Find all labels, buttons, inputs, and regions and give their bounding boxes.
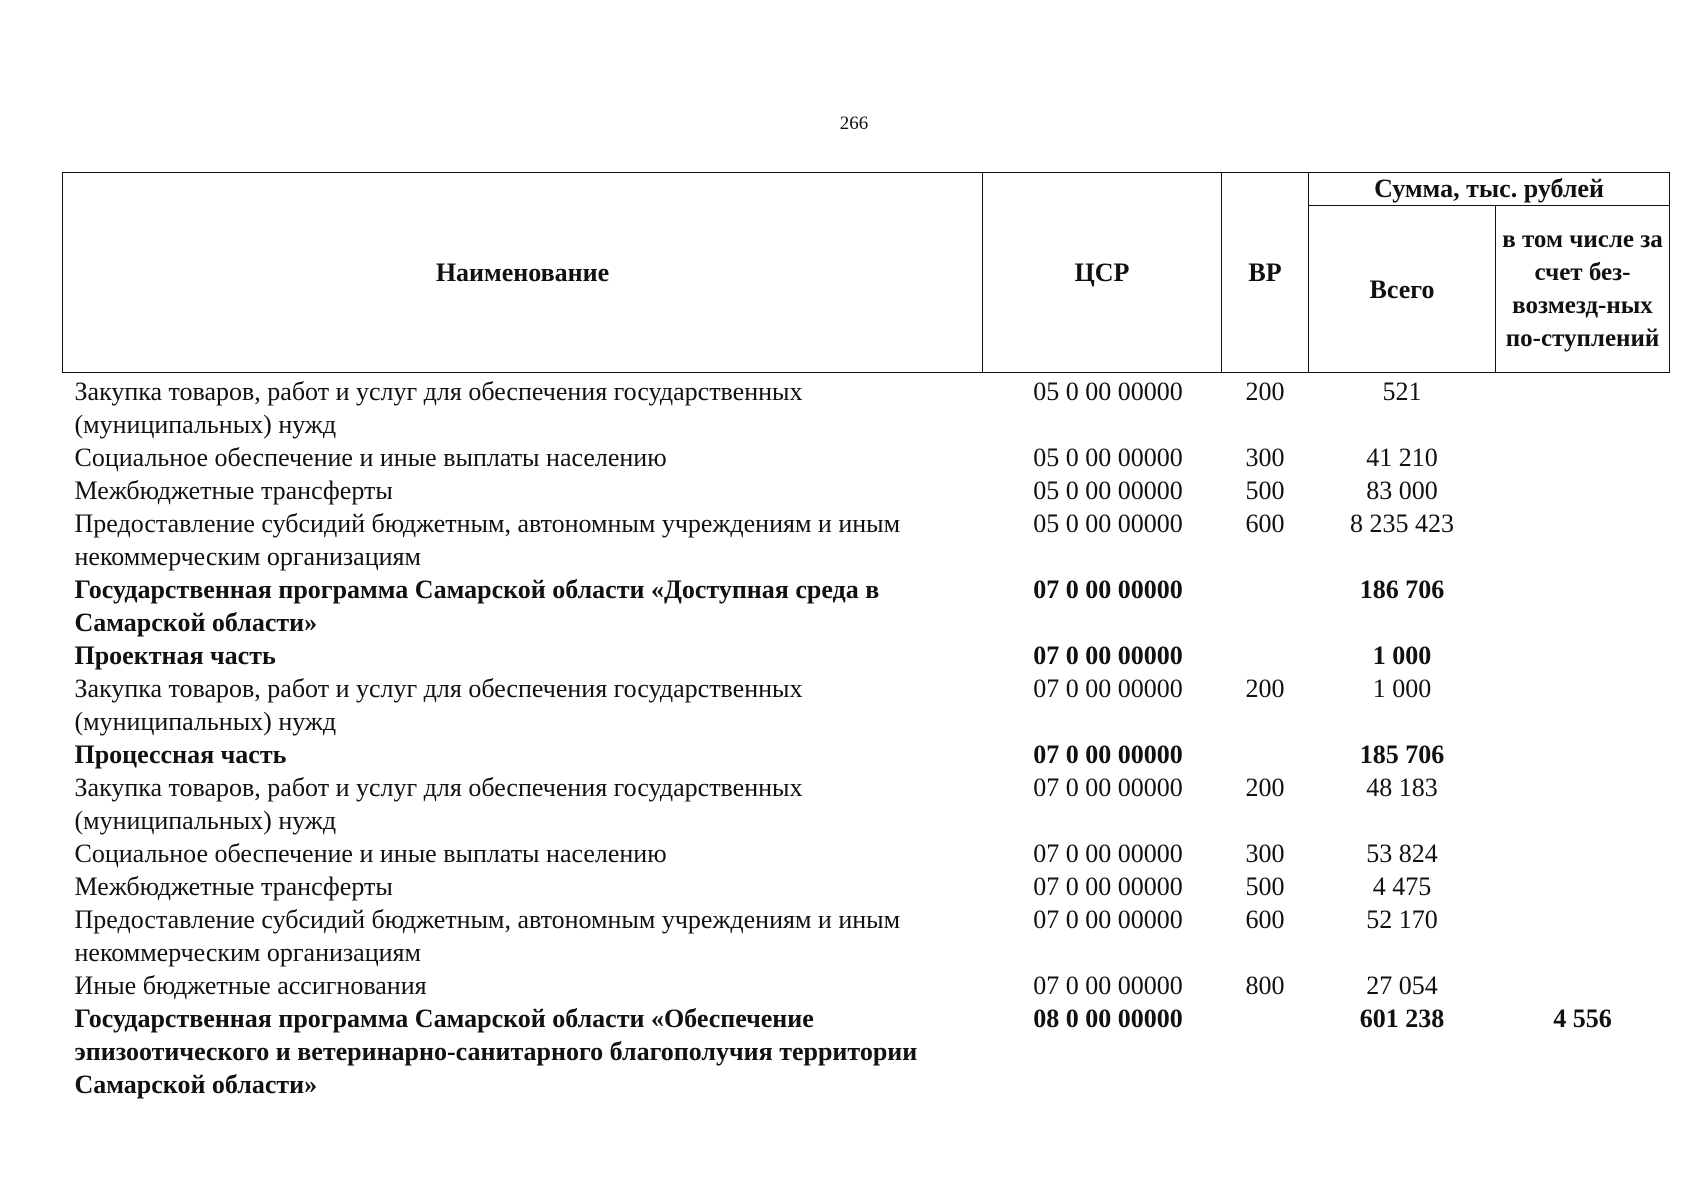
table-row — [63, 903, 1670, 969]
row-name: Межбюджетные трансферты — [74, 872, 393, 901]
table-row — [63, 441, 1670, 474]
header-vr: ВР — [1222, 173, 1309, 373]
row-name: Государственная программа Самарской области «Обеспечение эпизоотического и ветеринарно-санитарного благополучия территории Самарской области» — [74, 1004, 918, 1099]
row-total: 53 824 — [1366, 839, 1438, 868]
row-csr: 05 0 00 00000 — [1033, 509, 1183, 538]
row-csr: 07 0 00 00000 — [1033, 674, 1183, 703]
row-name: Государственная программа Самарской области «Доступная среда в Самарской области» — [74, 575, 880, 637]
row-total: 48 183 — [1366, 773, 1438, 802]
row-including — [1496, 474, 1670, 507]
table-row — [63, 969, 1670, 1002]
row-vr: 300 — [1245, 443, 1285, 472]
header-including: в том числе за счет без-возмезд-ных по-ступлений — [1496, 206, 1670, 373]
row-vr — [1222, 738, 1309, 771]
table-row — [63, 738, 1670, 771]
row-total: 41 210 — [1366, 443, 1438, 472]
row-vr: 300 — [1245, 839, 1285, 868]
row-name: Проектная часть — [74, 641, 276, 670]
header-total: Всего — [1309, 206, 1496, 373]
row-name: Предоставление субсидий бюджетным, автономным учреждениям и иным некоммерческим организациям — [74, 509, 901, 571]
row-name: Закупка товаров, работ и услуг для обеспечения государственных (муниципальных) нужд — [74, 773, 803, 835]
row-vr — [1222, 639, 1309, 672]
row-csr: 07 0 00 00000 — [1033, 839, 1183, 868]
row-name: Иные бюджетные ассигнования — [74, 971, 427, 1000]
table-row — [63, 837, 1670, 870]
row-vr — [1222, 573, 1309, 639]
row-total: 27 054 — [1366, 971, 1438, 1000]
row-including — [1496, 870, 1670, 903]
row-vr: 600 — [1245, 509, 1285, 538]
header-sum-group: Сумма, тыс. рублей — [1309, 173, 1670, 206]
row-csr: 07 0 00 00000 — [1033, 905, 1183, 934]
row-including — [1496, 738, 1670, 771]
row-vr: 200 — [1245, 674, 1285, 703]
table-row — [63, 373, 1670, 442]
row-vr: 500 — [1245, 872, 1285, 901]
row-vr: 200 — [1245, 377, 1285, 406]
row-including — [1496, 903, 1670, 969]
table-row — [63, 639, 1670, 672]
page-number: 266 — [839, 113, 869, 134]
table-row — [63, 771, 1670, 837]
row-total: 83 000 — [1366, 476, 1438, 505]
row-total: 185 706 — [1359, 740, 1445, 769]
header-name: Наименование — [63, 173, 983, 373]
row-vr: 600 — [1245, 905, 1285, 934]
budget-table — [62, 172, 1670, 1101]
row-csr: 05 0 00 00000 — [1033, 377, 1183, 406]
row-including — [1496, 969, 1670, 1002]
row-name: Предоставление субсидий бюджетным, автономным учреждениям и иным некоммерческим организациям — [74, 905, 901, 967]
row-csr: 05 0 00 00000 — [1033, 476, 1183, 505]
row-total: 186 706 — [1359, 575, 1445, 604]
row-name: Межбюджетные трансферты — [74, 476, 393, 505]
row-including: 4 556 — [1553, 1004, 1612, 1033]
row-total: 601 238 — [1359, 1004, 1445, 1033]
row-csr: 07 0 00 00000 — [1033, 641, 1183, 670]
table-row — [63, 870, 1670, 903]
table-row — [63, 672, 1670, 738]
row-including — [1496, 373, 1670, 442]
header-csr: ЦСР — [983, 173, 1222, 373]
row-csr: 07 0 00 00000 — [1033, 872, 1183, 901]
table-header — [63, 173, 1670, 373]
row-total: 4 475 — [1372, 872, 1432, 901]
row-including — [1496, 507, 1670, 573]
row-including — [1496, 837, 1670, 870]
row-vr: 500 — [1245, 476, 1285, 505]
row-total: 1 000 — [1372, 674, 1432, 703]
row-vr: 200 — [1245, 773, 1285, 802]
row-including — [1496, 672, 1670, 738]
table-row — [63, 507, 1670, 573]
row-vr: 800 — [1245, 971, 1285, 1000]
row-vr — [1222, 1002, 1309, 1101]
row-including — [1496, 441, 1670, 474]
table-row — [63, 474, 1670, 507]
row-name: Закупка товаров, работ и услуг для обеспечения государственных (муниципальных) нужд — [74, 377, 803, 439]
row-name: Социальное обеспечение и иные выплаты населению — [74, 839, 667, 868]
row-name: Социальное обеспечение и иные выплаты населению — [74, 443, 667, 472]
row-total: 52 170 — [1366, 905, 1438, 934]
row-csr: 08 0 00 00000 — [1033, 1004, 1183, 1033]
row-including — [1496, 771, 1670, 837]
table-row — [63, 573, 1670, 639]
row-total: 521 — [1382, 377, 1422, 406]
row-csr: 07 0 00 00000 — [1033, 575, 1183, 604]
table-body — [63, 373, 1670, 1102]
row-csr: 07 0 00 00000 — [1033, 773, 1183, 802]
row-including — [1496, 639, 1670, 672]
row-total: 8 235 423 — [1350, 509, 1454, 538]
table-row — [63, 1002, 1670, 1101]
row-csr: 05 0 00 00000 — [1033, 443, 1183, 472]
row-name: Процессная часть — [74, 740, 287, 769]
row-csr: 07 0 00 00000 — [1033, 971, 1183, 1000]
row-total: 1 000 — [1372, 641, 1432, 670]
row-including — [1496, 573, 1670, 639]
row-csr: 07 0 00 00000 — [1033, 740, 1183, 769]
row-name: Закупка товаров, работ и услуг для обеспечения государственных (муниципальных) нужд — [74, 674, 803, 736]
